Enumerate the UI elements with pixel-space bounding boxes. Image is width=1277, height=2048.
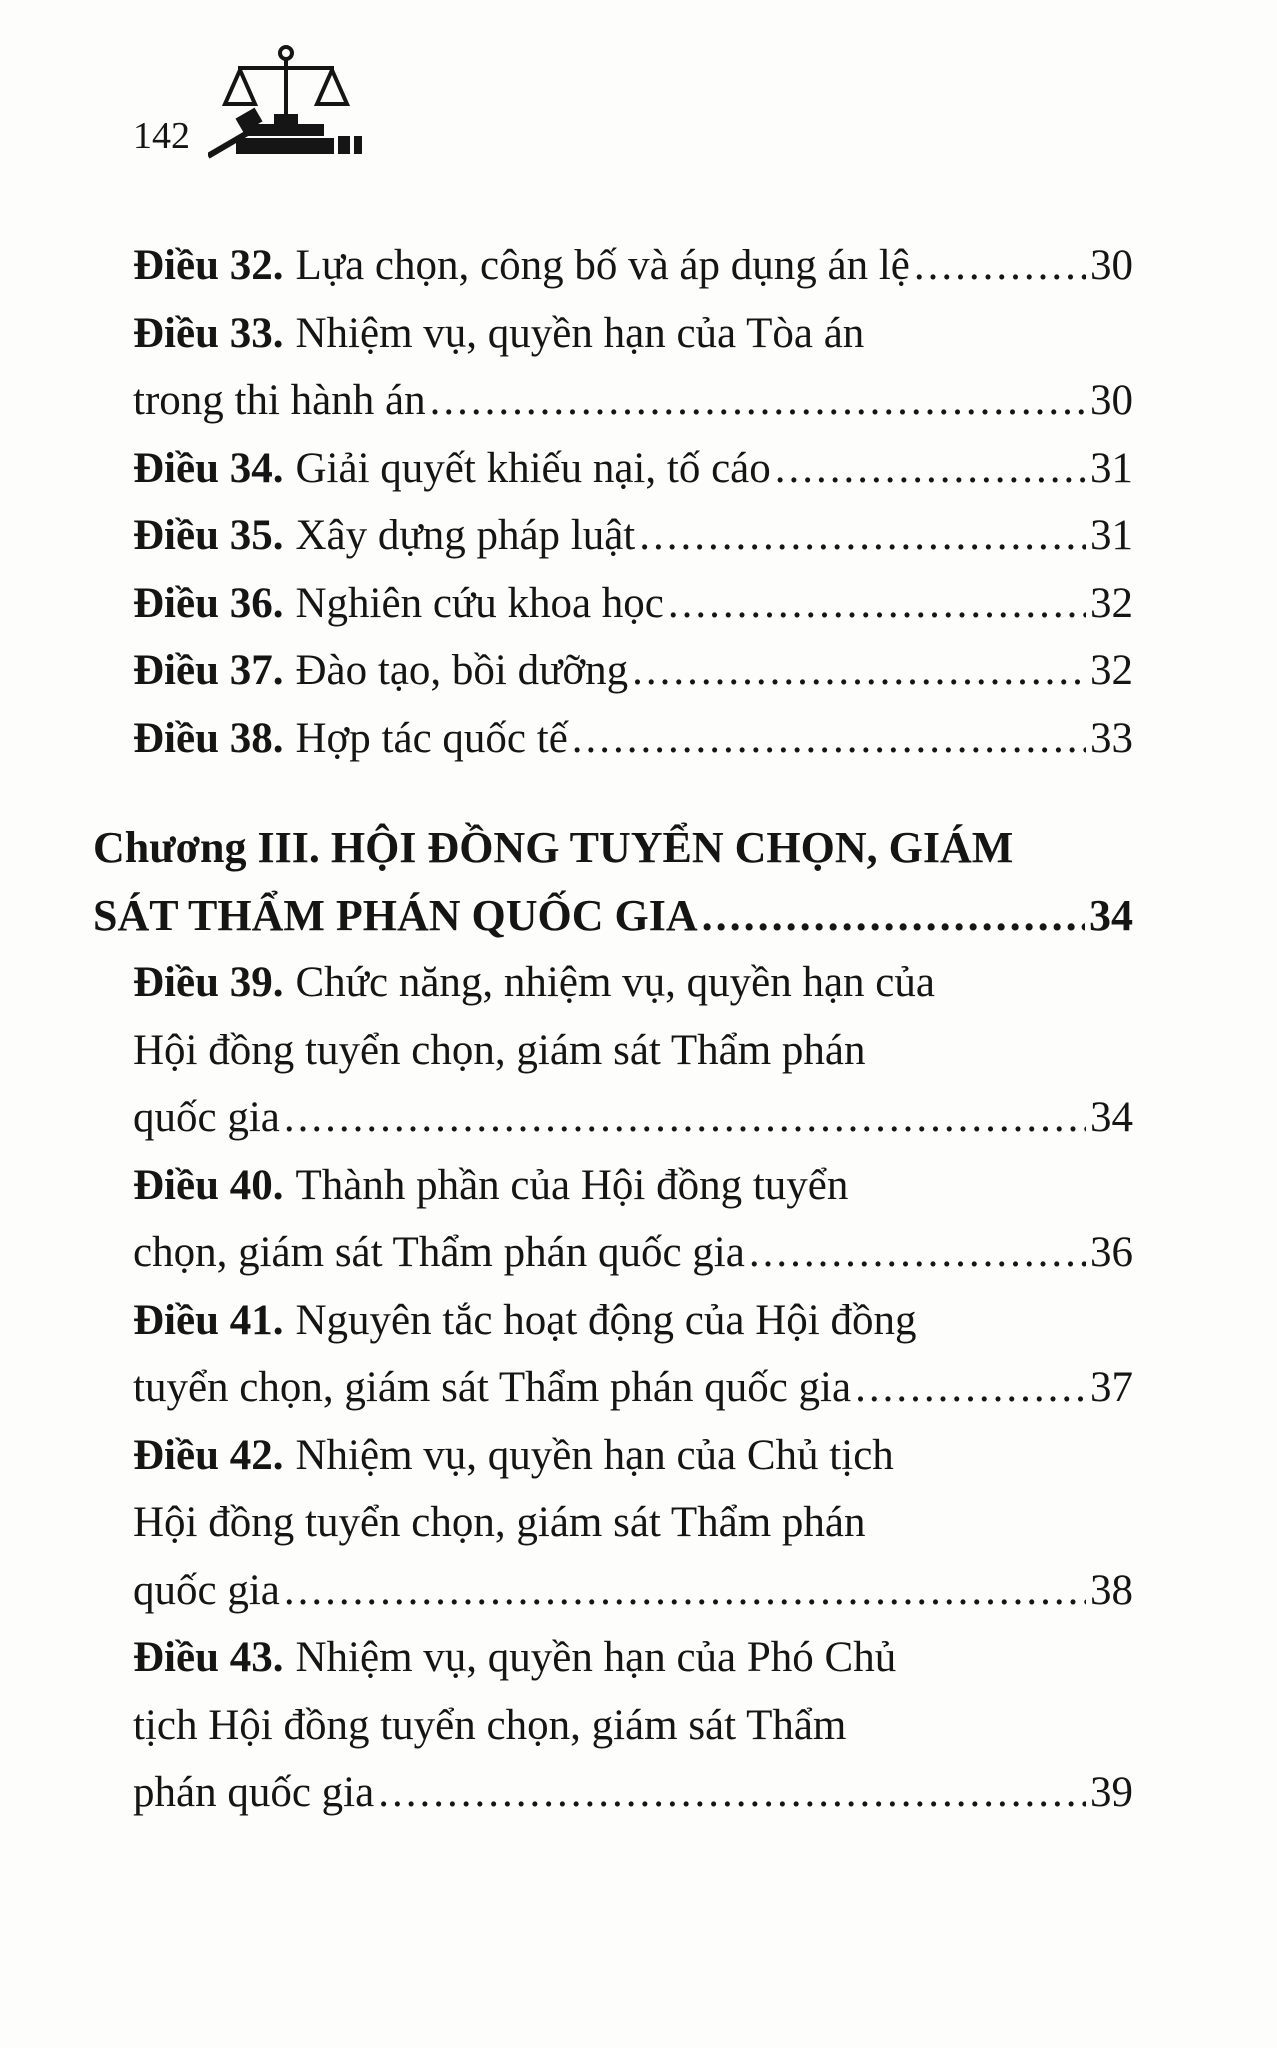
entry-title-cont: quốc gia	[133, 1566, 280, 1614]
leader-dots	[430, 367, 1086, 435]
chapter-title-cont: SÁT THẨM PHÁN QUỐC GIA	[93, 890, 698, 940]
entry-label: Điều 38.	[133, 714, 284, 762]
entry-page: 31	[1090, 512, 1133, 559]
toc-entry-dieu-41	[133, 1287, 1133, 1355]
entry-page: 33	[1090, 714, 1133, 762]
entry-page: 32	[1090, 579, 1133, 627]
entry-title-cont: Hội đồng tuyển chọn, giám sát Thẩm phán	[133, 1499, 866, 1546]
toc-entry-dieu-36	[133, 570, 1133, 638]
entry-title-cont: tịch Hội đồng tuyển chọn, giám sát Thẩm	[133, 1701, 847, 1749]
entry-title: Lựa chọn, công bố và áp dụng án lệ	[295, 242, 910, 289]
leader-dots	[284, 1084, 1086, 1152]
entry-title-cont: phán quốc gia	[133, 1769, 375, 1816]
entry-page: 36	[1090, 1229, 1133, 1276]
entry-label: Điều 39.	[133, 959, 284, 1006]
chapter-page: 34	[1089, 890, 1133, 940]
toc-entry-dieu-42-cont	[133, 1557, 1133, 1625]
toc-entry-dieu-33-cont	[133, 367, 1133, 435]
entry-label: Điều 34.	[133, 444, 284, 492]
entry-label: Điều 36.	[133, 579, 284, 627]
entry-title: Hợp tác quốc tế	[295, 714, 568, 762]
leader-dots	[749, 1219, 1086, 1287]
entry-page: 32	[1090, 647, 1133, 694]
entry-title: Nguyên tắc hoạt động của Hội đồng	[295, 1296, 917, 1344]
entry-label: Điều 40.	[133, 1161, 284, 1209]
toc-entry-dieu-32	[133, 232, 1133, 300]
entry-title: Nghiên cứu khoa học	[295, 579, 664, 627]
entry-page: 39	[1090, 1769, 1133, 1816]
leader-dots	[572, 705, 1086, 773]
leader-dots	[914, 232, 1086, 300]
toc-entry-dieu-33	[133, 300, 1133, 368]
entry-page: 38	[1090, 1566, 1133, 1614]
leader-dots	[775, 435, 1086, 503]
entry-label: Điều 37.	[133, 647, 284, 694]
toc-entry-dieu-40-cont	[133, 1219, 1133, 1287]
entry-title: Chức năng, nhiệm vụ, quyền hạn của	[295, 959, 935, 1006]
toc-entry-dieu-43-cont	[133, 1692, 1133, 1760]
entry-title-cont: trong thi hành án	[133, 377, 426, 424]
entry-title: Đào tạo, bồi dưỡng	[295, 647, 629, 694]
toc-entry-dieu-39	[133, 949, 1133, 1017]
entry-label: Điều 43.	[133, 1634, 284, 1681]
chapter-heading	[93, 814, 1133, 882]
entry-title-cont: Hội đồng tuyển chọn, giám sát Thẩm phán	[133, 1026, 866, 1074]
entry-title: Xây dựng pháp luật	[295, 512, 636, 559]
toc-entry-dieu-42-cont	[133, 1489, 1133, 1557]
toc-entry-dieu-43	[133, 1624, 1133, 1692]
toc-entry-dieu-42	[133, 1422, 1133, 1490]
toc-entry-dieu-40	[133, 1152, 1133, 1220]
entry-title-cont: quốc gia	[133, 1094, 280, 1141]
entry-title: Thành phần của Hội đồng tuyển	[295, 1161, 849, 1209]
toc-entry-dieu-39-cont	[133, 1017, 1133, 1085]
toc-entry-dieu-37	[133, 637, 1133, 705]
entry-label: Điều 32.	[133, 242, 284, 289]
entry-title-cont: chọn, giám sát Thẩm phán quốc gia	[133, 1229, 745, 1276]
toc-entry-dieu-38	[133, 705, 1133, 773]
leader-dots	[702, 882, 1085, 950]
entry-label: Điều 33.	[133, 309, 284, 357]
table-of-contents	[93, 232, 1133, 1827]
entry-title: Nhiệm vụ, quyền hạn của Phó Chủ	[295, 1634, 897, 1681]
chapter-title: Chương III. HỘI ĐỒNG TUYỂN CHỌN, GIÁM	[93, 823, 1014, 872]
entry-label: Điều 41.	[133, 1296, 284, 1344]
entry-page: 31	[1090, 444, 1133, 492]
page-number: 142	[133, 115, 190, 157]
entry-title: Nhiệm vụ, quyền hạn của Tòa án	[295, 309, 865, 357]
toc-entry-dieu-34	[133, 435, 1133, 503]
scales-of-justice-gavel-icon	[208, 44, 368, 160]
leader-dots	[378, 1759, 1086, 1827]
toc-entry-dieu-39-cont	[133, 1084, 1133, 1152]
entry-label: Điều 42.	[133, 1431, 284, 1479]
entry-page: 30	[1090, 242, 1133, 289]
chapter-heading-cont	[93, 882, 1133, 950]
entry-title-cont: tuyển chọn, giám sát Thẩm phán quốc gia	[133, 1364, 852, 1411]
entry-label: Điều 35.	[133, 512, 284, 559]
toc-entry-dieu-41-cont	[133, 1354, 1133, 1422]
entry-title: Giải quyết khiếu nại, tố cáo	[295, 444, 771, 492]
toc-entry-dieu-35	[133, 502, 1133, 570]
entry-page: 34	[1090, 1094, 1133, 1141]
leader-dots	[639, 502, 1086, 570]
toc-entry-dieu-43-cont	[133, 1759, 1133, 1827]
entry-page: 30	[1090, 377, 1133, 424]
leader-dots	[284, 1557, 1086, 1625]
leader-dots	[668, 570, 1086, 638]
entry-page: 37	[1090, 1364, 1133, 1411]
entry-title: Nhiệm vụ, quyền hạn của Chủ tịch	[295, 1431, 894, 1479]
leader-dots	[632, 637, 1086, 705]
leader-dots	[855, 1354, 1086, 1422]
